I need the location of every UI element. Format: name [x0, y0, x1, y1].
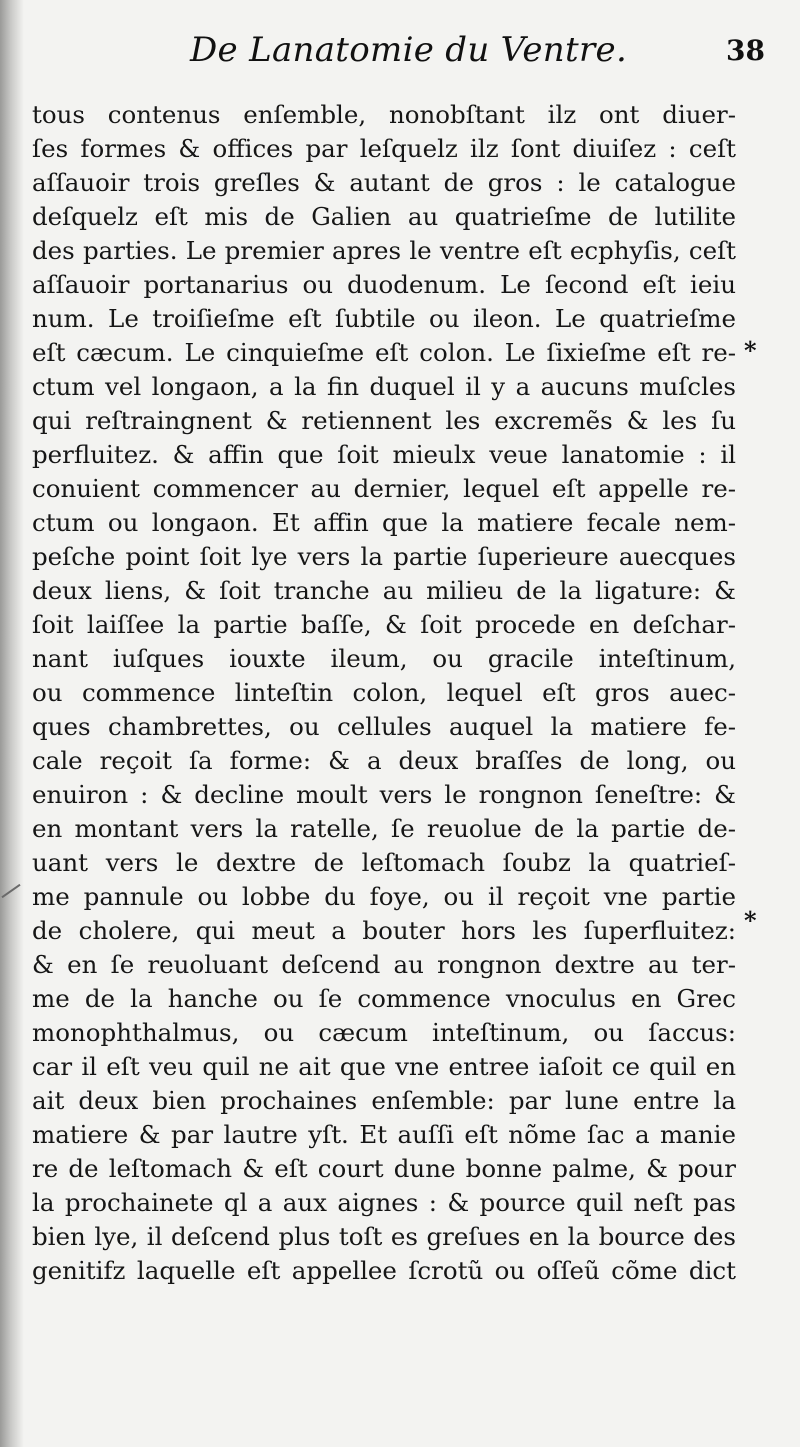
text-line: ſes formes & offices par leſquelz ilz ſont diuiſez : ceſt [32, 134, 736, 163]
body-text [32, 98, 736, 1288]
text-line: uant vers le dextre de leſtomach ſoubz la quatrieſ- [32, 848, 736, 877]
margin-asterisk: * [744, 336, 757, 365]
margin-asterisk: * [744, 906, 757, 935]
text-line: nant iuſques iouxte ileum, ou gracile inteſtinum, [32, 644, 736, 673]
text-line: genitifz laquelle eſt appellee ſcrotũ ou oſſeũ cõme dict [32, 1256, 736, 1285]
text-line: de cholere, qui meut a bouter hors les ſuperfluitez: [32, 916, 736, 945]
text-line: num. Le troiſieſme eſt ſubtile ou ileon. Le quatrieſme [32, 304, 736, 333]
text-line: qui reſtraingnent & retiennent les excremẽs & les ſu [32, 406, 736, 435]
text-line: ctum vel longaon, a la fin duquel il y a aucuns muſcles [32, 372, 736, 401]
text-line: peſche point ſoit lye vers la partie ſuperieure auecques [32, 542, 736, 571]
text-line: cale reçoit ſa forme: & a deux braſſes de long, ou [32, 746, 736, 775]
text-line: bien lye, il deſcend plus toſt es greſues en la bource des [32, 1222, 736, 1251]
text-line: me pannule ou lobbe du foye, ou il reçoit vne partie [32, 882, 736, 911]
text-line: monophthalmus, ou cæcum inteſtinum, ou ſaccus: [32, 1018, 736, 1047]
text-line: tous contenus enſemble, nonobſtant ilz ont diuer- [32, 100, 736, 129]
text-line: re de leſtomach & eſt court dune bonne palme, & pour [32, 1154, 736, 1183]
text-line: enuiron : & decline moult vers le rongnon ſeneſtre: & [32, 780, 736, 809]
binding-gutter [0, 0, 24, 1447]
text-line: car il eſt veu quil ne ait que vne entree iaſoit ce quil en [32, 1052, 736, 1081]
text-line: la prochainete ql a aux aignes : & pource quil neſt pas [32, 1188, 736, 1217]
text-line: ait deux bien prochaines enſemble: par lune entre la [32, 1086, 736, 1115]
running-head: De Lanatomie du Ventre. [190, 30, 628, 70]
text-line: ou commence linteſtin colon, lequel eſt gros auec- [32, 678, 736, 707]
text-line: deſquelz eſt mis de Galien au quatrieſme de lutilite [32, 202, 736, 231]
text-line: des parties. Le premier apres le ventre eſt ecphyſis, ceſt [32, 236, 736, 265]
text-line: ctum ou longaon. Et affin que la matiere fecale nem- [32, 508, 736, 537]
text-line: eſt cæcum. Le cinquieſme eſt colon. Le ſixieſme eſt re- [32, 338, 736, 367]
text-line: perfluitez. & affin que ſoit mieulx veue lanatomie : il [32, 440, 736, 469]
text-line: conuient commencer au dernier, lequel eſt appelle re- [32, 474, 736, 503]
text-line: ques chambrettes, ou cellules auquel la matiere fe- [32, 712, 736, 741]
text-line: en montant vers la ratelle, ſe reuolue de la partie de- [32, 814, 736, 843]
text-line: matiere & par lautre yſt. Et auſſi eſt nõme ſac a manie [32, 1120, 736, 1149]
text-line: ſoit laiſſee la partie baſſe, & ſoit procede en deſchar- [32, 610, 736, 639]
text-line: deux liens, & ſoit tranche au milieu de la ligature: & [32, 576, 736, 605]
text-line: aſſauoir trois greſles & autant de gros : le catalogue [32, 168, 736, 197]
page-number: 38 [726, 34, 765, 67]
text-line: aſſauoir portanarius ou duodenum. Le ſecond eſt ieiu [32, 270, 736, 299]
text-line: me de la hanche ou ſe commence vnoculus en Grec [32, 984, 736, 1013]
text-line: & en ſe reuoluant deſcend au rongnon dextre au ter- [32, 950, 736, 979]
